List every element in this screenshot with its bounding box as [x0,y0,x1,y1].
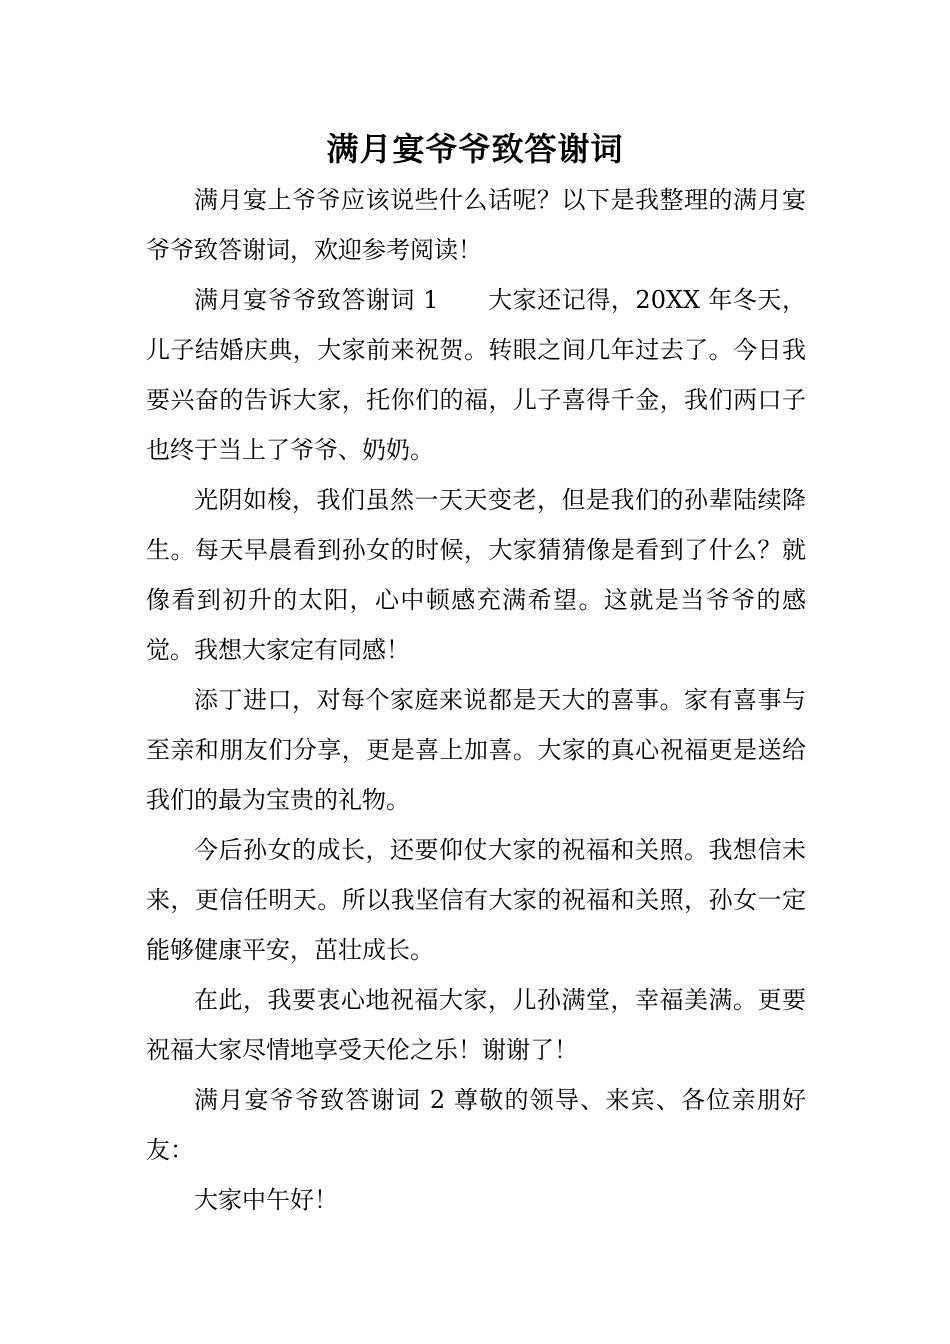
paragraph-greeting: 大家中午好！ [194,1186,338,1214]
paragraph-speech-2: 满月宴爷爷致答谢词 2 尊敬的领导、来宾、各位亲朋好友： [146,1086,806,1164]
document-body [146,175,806,1225]
paragraph-new-member: 添丁进口，对每个家庭来说都是天大的喜事。家有喜事与至亲和朋友们分享，更是喜上加喜。大家的真心祝福更是送给我们的最为宝贵的礼物。 [146,686,806,814]
paragraph-speech-1: 满月宴爷爷致答谢词 1 大家还记得，20XX 年冬天，儿子结婚庆典，大家前来祝贺。转眼之间几年过去了。今日我要兴奋的告诉大家，托你们的福，儿子喜得千金，我们两口子也终于当上了爷爷、奶奶。 [146,286,806,464]
paragraph-blessing: 在此，我要衷心地祝福大家，儿孙满堂，幸福美满。更要祝福大家尽情地享受天伦之乐！谢谢了！ [146,986,806,1064]
paragraph-future: 今后孙女的成长，还要仰仗大家的祝福和关照。我想信未来，更信任明天。所以我坚信有大家的祝福和关照，孙女一定能够健康平安，茁壮成长。 [146,836,806,964]
document-title: 满月宴爷爷致答谢词 [326,130,624,168]
paragraph-time-flies: 光阴如梭，我们虽然一天天变老，但是我们的孙辈陆续降生。每天早晨看到孙女的时候，大家猜猜像是看到了什么？就像看到初升的太阳，心中顿感充满希望。这就是当爷爷的感觉。我想大家定有同感！ [146,486,806,664]
paragraph-intro: 满月宴上爷爷应该说些什么话呢？以下是我整理的满月宴爷爷致答谢词，欢迎参考阅读！ [146,186,806,264]
